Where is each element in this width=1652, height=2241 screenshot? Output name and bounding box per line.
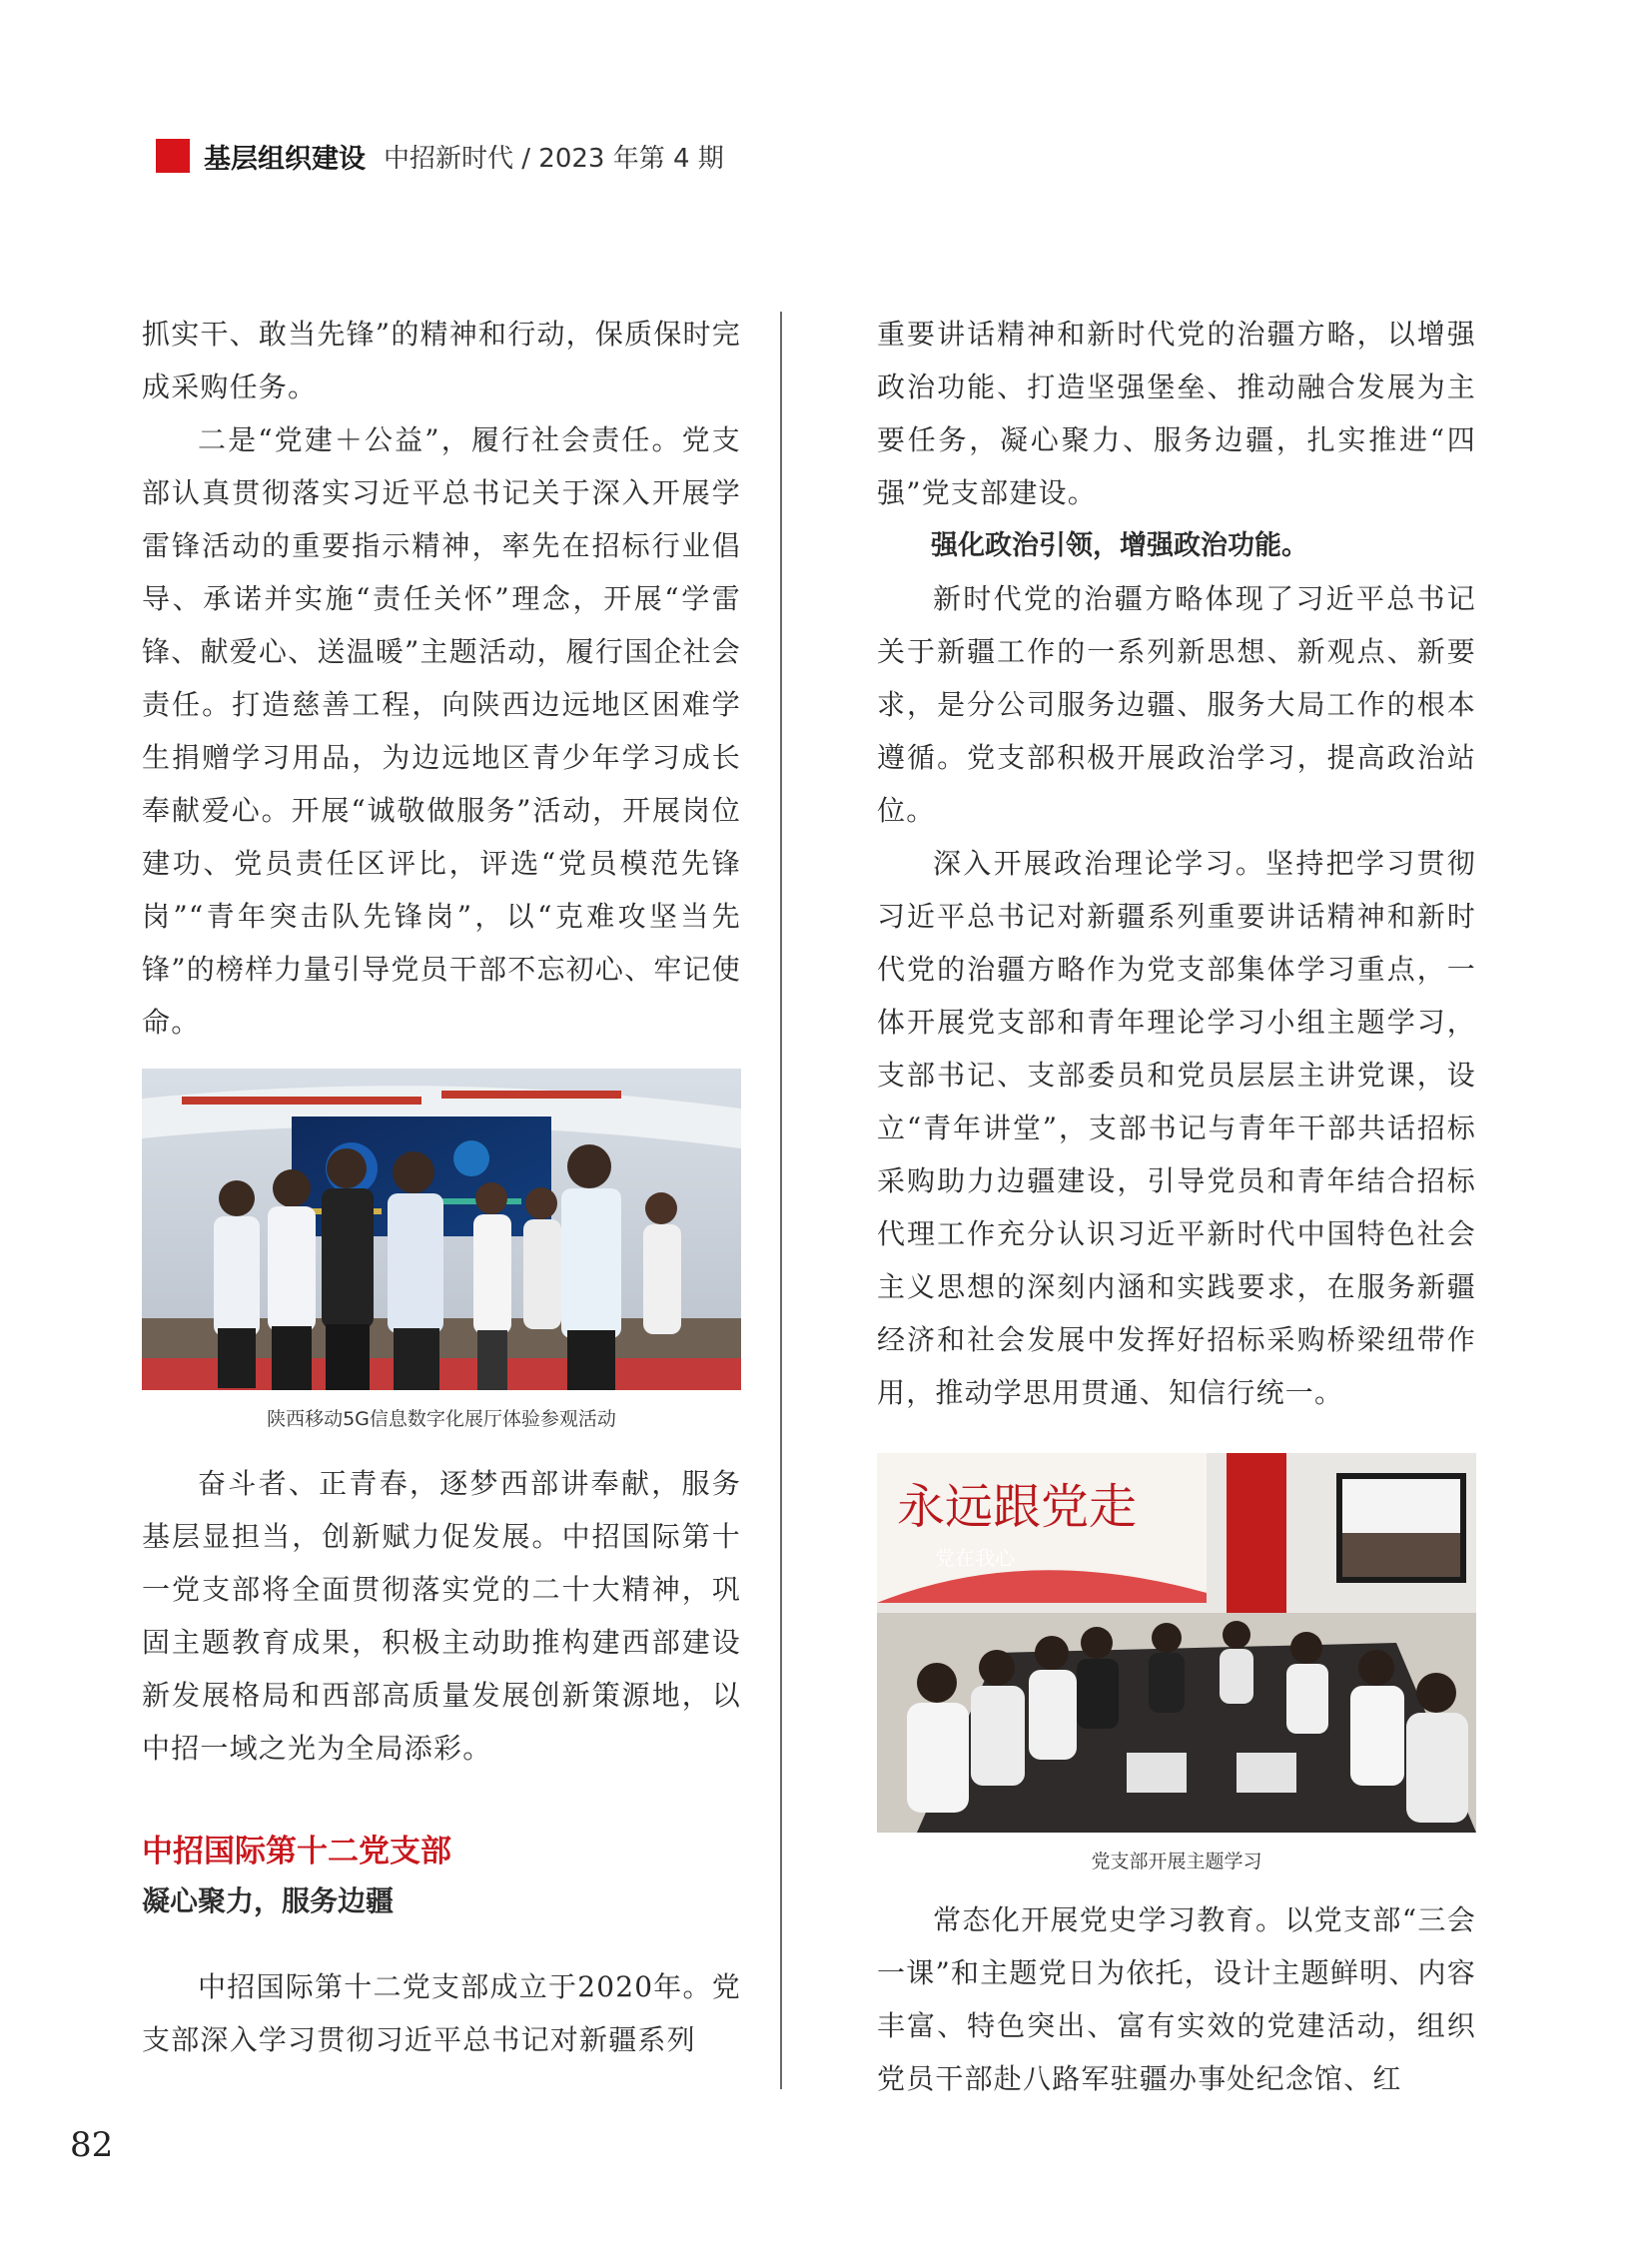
photo-5g-exhibition-illustration: [142, 1069, 741, 1390]
photo-theme-study-caption: 党支部开展主题学习: [1091, 1851, 1262, 1872]
left-paragraph-2: 二是“党建＋公益”，履行社会责任。党支部认真贯彻落实习近平总书记关于深入开展学雷锋活动的重要指示精神，率先在招标行业倡导、承诺并实施“责任关怀”理念，开展“学雷锋、献爱心、送温暖”主题活动，履行国企社会责任。打造慈善工程，向陕西边远地区困难学生捐赠学习用品，为边远地区青少年学习成长奉献爱心。开展“诚敬做服务”活动，开展岗位建功、党员责任区评比，评选“党员模范先锋岗”“青年突击队先锋岗”，以“克难攻坚当先锋”的榜样力量引导党员干部不忘初心、牢记使命。: [142, 423, 741, 1039]
left-paragraph-3: 奋斗者、正青春，逐梦西部讲奉献，服务基层显担当，创新赋力促发展。中招国际第十一党支部将全面贯彻落实党的二十大精神，巩固主题教育成果，积极主动助推构建西部建设新发展格局和西部高质量发展创新策源地，以中招一域之光为全局添彩。: [142, 1467, 741, 1765]
section-subheading: 凝心聚力，服务边疆: [142, 1884, 395, 1917]
section-heading-branch-12: 中招国际第十二党支部: [142, 1834, 451, 1869]
right-column: [877, 308, 1476, 2105]
left-paragraph-1: 抓实干、敢当先锋”的精神和行动，保质保时完成采购任务。: [142, 318, 741, 403]
photo-5g-exhibition: [142, 1069, 741, 1390]
right-paragraph-3: 深入开展政治理论学习。坚持把学习贯彻习近平总书记对新疆系列重要讲话精神和新时代党的治疆方略作为党支部集体学习重点，一体开展党支部和青年理论学习小组主题学习，支部书记、支部委员和党员层层主讲党课，设立“青年讲堂”，支部书记与青年干部共话招标采购助力边疆建设，引导党员和青年结合招标代理工作充分认识习近平新时代中国特色社会主义思想的深刻内涵和实践要求，在服务新疆经济和社会发展中发挥好招标采购桥梁纽带作用，推动学思用贯通、知信行统一。: [877, 847, 1476, 1409]
right-paragraph-2: 新时代党的治疆方略体现了习近平总书记关于新疆工作的一系列新思想、新观点、新要求，是分公司服务边疆、服务大局工作的根本遵循。党支部积极开展政治学习，提高政治站位。: [877, 582, 1476, 827]
right-paragraph-1: 重要讲话精神和新时代党的治疆方略，以增强政治功能、打造坚强堡垒、推动融合发展为主要任务，凝心聚力、服务边疆，扎实推进“四强”党支部建设。: [877, 318, 1476, 509]
header-red-square-icon: [156, 139, 190, 173]
photo-theme-study: [877, 1453, 1476, 1833]
running-header: [156, 136, 724, 176]
column-divider: [780, 312, 782, 2089]
photo-5g-exhibition-caption: 陕西移动5G信息数字化展厅体验参观活动: [267, 1408, 616, 1430]
left-paragraph-4: 中招国际第十二党支部成立于2020年。党支部深入学习贯彻习近平总书记对新疆系列: [142, 1970, 741, 2056]
photo-theme-study-illustration: [877, 1453, 1476, 1833]
right-paragraph-4: 常态化开展党史学习教育。以党支部“三会一课”和主题党日为依托，设计主题鲜明、内容丰富、特色突出、富有实效的党建活动，组织党员干部赴八路军驻疆办事处纪念馆、红: [877, 1903, 1476, 2095]
header-issue-info: 中招新时代 / 2023 年第 4 期: [384, 143, 724, 174]
photo-banner-text: 永远跟党走: [897, 1479, 1138, 1535]
right-bold-heading: 强化政治引领，增强政治功能。: [931, 530, 1308, 561]
left-column: [142, 308, 741, 2066]
header-section-title: 基层组织建设: [204, 143, 366, 175]
photo-banner-small-text: 党在我心: [935, 1546, 1015, 1570]
page-number: 82: [70, 2125, 114, 2165]
